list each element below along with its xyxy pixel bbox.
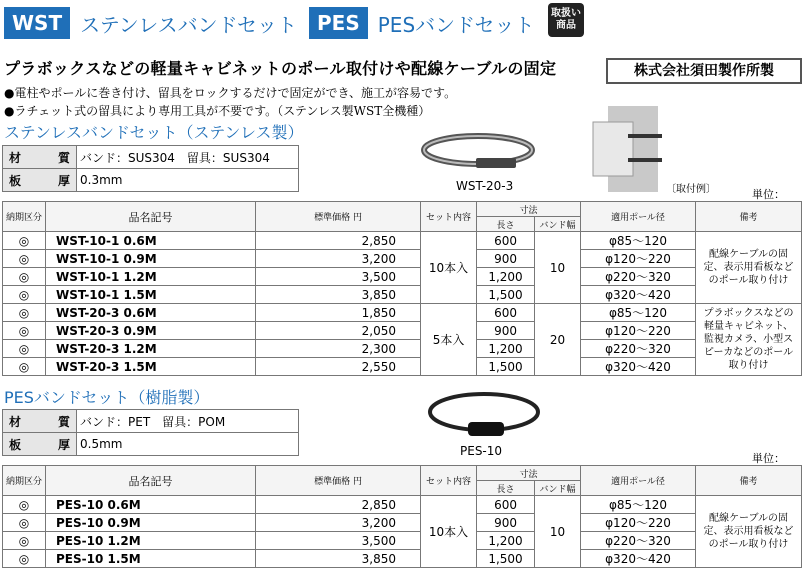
th-price: 標準価格 円 [256,202,421,232]
thickness-label: 板厚 [3,433,77,456]
headline: プラボックスなどの軽量キャビネットのポール取付けや配線ケーブルの固定 [4,59,557,78]
table-row: ◎ WST-10-1 1.2M 3,500 1,200 φ220～320 [3,268,802,286]
pes-tag: PES [309,7,368,39]
install-caption: 〔取付例〕 [666,184,716,195]
table-row: ◎ PES-10 1.5M 3,850 1,500 φ320～420 [3,550,802,568]
th-width: バンド幅 [535,481,581,496]
table-row: ◎ WST-10-1 0.6M 2,850 10本入 600 10 φ85～120 配線ケーブルの固定、表示用看板などのポール取り付け [3,232,802,250]
material-value: バンド：SUS304 留具：SUS304 [77,146,299,169]
table-row: ◎ WST-20-3 0.9M 2,050 900 φ120～220 [3,322,802,340]
th-model: 品名記号 [46,466,256,496]
bullet-2: ●ラチェット式の留具により専用工具が不要です。（ステンレス製WST全機種） [4,104,431,118]
th-note: 備考 [696,466,802,496]
th-delivery: 納期区分 [3,202,46,232]
pes-spec-table [2,465,802,568]
wst-image-caption: WST-20-3 [456,179,514,193]
table-row: ◎ PES-10 0.9M 3,200 900 φ120～220 [3,514,802,532]
pes-unit: 単位： [752,452,785,465]
company-name: 株式会社須田製作所製 [606,58,802,84]
material-value: バンド：PET 留具：POM [77,410,299,433]
th-pole: 適用ポール径 [581,202,696,232]
pes-title: PESバンドセット [377,12,535,37]
th-set: セット内容 [421,466,477,496]
th-model: 品名記号 [46,202,256,232]
th-pole: 適用ポール径 [581,466,696,496]
thickness-label: 板厚 [3,169,77,192]
th-dim: 寸法 [477,466,581,481]
pes-image-caption: PES-10 [460,444,503,458]
page-header [4,4,547,42]
table-row: ◎ PES-10 0.6M 2,850 10本入 600 10 φ85～120 配線ケーブルの固定、表示用看板などのポール取り付け [3,496,802,514]
th-note: 備考 [696,202,802,232]
table-row: ◎ WST-10-1 0.9M 3,200 900 φ120～220 [3,250,802,268]
wst-material-table [2,145,299,192]
thickness-value: 0.5mm [77,433,299,456]
pole-install-image [588,106,674,192]
pes-band-image [424,388,544,446]
th-set: セット内容 [421,202,477,232]
handling-badge: 取扱い 商品 [548,3,584,37]
wst-unit: 単位： [752,188,785,201]
wst-band-image [418,128,538,180]
wst-spec-table [2,201,802,376]
th-price: 標準価格 円 [256,466,421,496]
table-row: ◎ WST-20-3 1.5M 2,550 1,500 φ320～420 [3,358,802,376]
th-length: 長さ [477,481,535,496]
table-row: ◎ WST-20-3 1.2M 2,300 1,200 φ220～320 [3,340,802,358]
th-width: バンド幅 [535,217,581,232]
th-delivery: 納期区分 [3,466,46,496]
material-label: 材質 [3,146,77,169]
table-row: ◎ WST-20-3 0.6M 1,850 5本入 600 20 φ85～120 プラボックスなどの軽量キャビネット、監視カメラ、小型スピーカなどのポール取り付け [3,304,802,322]
table-row: ◎ PES-10 1.2M 3,500 1,200 φ220～320 [3,532,802,550]
wst-section-title: ステンレスバンドセット（ステンレス製） [4,123,304,142]
pes-section-title: PESバンドセット（樹脂製） [4,388,210,407]
th-dim: 寸法 [477,202,581,217]
material-label: 材質 [3,410,77,433]
wst-title: ステンレスバンドセット [80,12,298,37]
wst-tag: WST [4,7,70,39]
thickness-value: 0.3mm [77,169,299,192]
bullet-1: ●電柱やポールに巻き付け、留具をロックするだけで固定ができ、施工が容易です。 [4,86,457,100]
pes-material-table [2,409,299,456]
table-row: ◎ WST-10-1 1.5M 3,850 1,500 φ320～420 [3,286,802,304]
th-length: 長さ [477,217,535,232]
